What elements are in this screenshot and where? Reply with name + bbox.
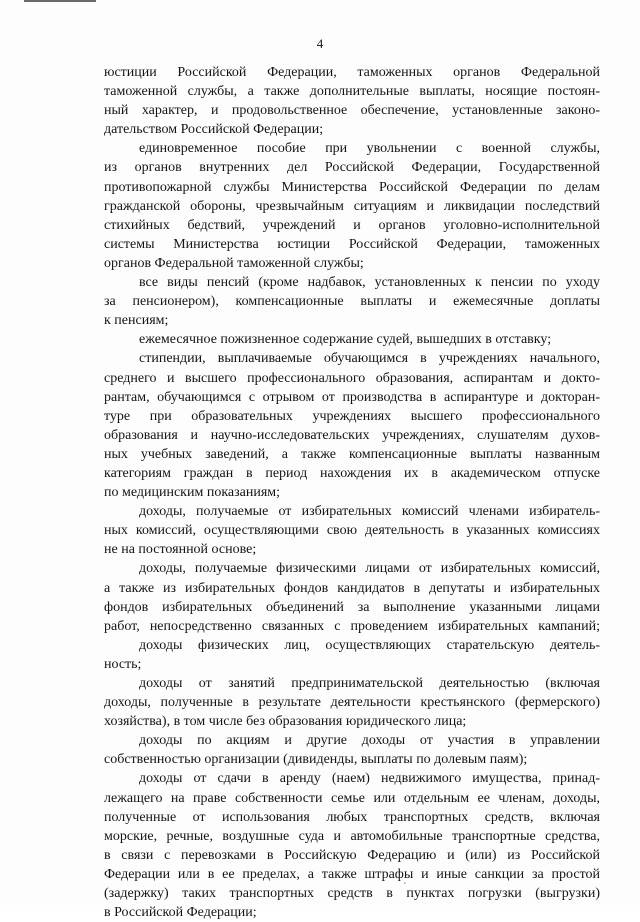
text-line: лежащего на праве собственности семье или отдельным ее членам, доходы, xyxy=(104,790,600,806)
text-line: противопожарной службы Министерства Российской Федерации по делам xyxy=(104,179,600,195)
text-line: из органов внутренних дел Российской Федерации, Государственной xyxy=(104,160,600,176)
text-line: работ, непосредственно связанных с проведением избирательных кампаний; xyxy=(104,618,600,634)
text-line: туре при образовательных учреждениях высшего профессионального xyxy=(104,408,600,424)
text-line: таможенной службы, а также дополнительные выплаты, носящие постоян- xyxy=(104,84,600,100)
text-line: доходы от занятий предпринимательской деятельностью (включая xyxy=(139,676,600,691)
text-line: стихийных бедствий, учреждений и органов уголовно-исполнительной xyxy=(104,217,600,233)
text-line: ный характер, и продовольственное обеспечение, установленные законо- xyxy=(104,103,600,119)
text-line: доходы, получаемые от избирательных комиссий членами избиратель- xyxy=(139,504,600,520)
scan-speck xyxy=(404,882,406,884)
text-line: среднего и высшего профессионального образования, аспирантам и докто- xyxy=(104,370,600,386)
text-line: по медицинским показаниям; xyxy=(104,485,281,501)
text-line: в связи с перевозками в Российскую Федерацию и (или) из Российской xyxy=(104,847,600,863)
text-line: единовременное пособие при увольнении с военной службы, xyxy=(139,141,600,157)
text-line: доходы физических лиц, осуществляющих старательскую деятель- xyxy=(139,637,600,653)
text-line: полученные от использования любых транспортных средств, включая xyxy=(104,809,600,825)
text-line: категориям граждан в период нахождения их в академическом отпуске xyxy=(104,465,600,481)
text-line: а также из избирательных фондов кандидатов в депутаты и избирательных xyxy=(104,580,600,596)
text-line: доходы от сдачи в аренду (наем) недвижимого имущества, принад- xyxy=(139,771,600,787)
text-line: все виды пенсий (кроме надбавок, установленных к пенсии по уходу xyxy=(139,275,600,291)
text-line: хозяйства), в том числе без образования юридического лица; xyxy=(104,714,467,730)
text-line: системы Министерства юстиции Российской Федерации, таможенных xyxy=(104,236,600,252)
text-line: юстиции Российской Федерации, таможенных органов Федеральной xyxy=(104,65,600,80)
text-line: собственностью организации (дивиденды, выплаты по долевым паям); xyxy=(104,752,528,768)
text-line: фондов избирательных объединений за выполнение указанными лицами xyxy=(104,599,600,615)
text-line: морские, речные, воздушные суда и автомобильные транспортные средства, xyxy=(104,828,600,844)
text-line: стипендии, выплачиваемые обучающимся в учреждениях начального, xyxy=(139,351,600,367)
body-text xyxy=(104,63,600,922)
text-line: доходы, получаемые физическими лицами от избирательных комиссий, xyxy=(139,561,600,577)
text-line: ность; xyxy=(104,656,142,672)
text-line: ных комиссий, осуществляющими свою деятельность в указанных комиссиях xyxy=(104,523,600,539)
text-line: гражданской обороны, чрезвычайным ситуациям и ликвидации последствий xyxy=(104,198,600,214)
text-line: рантам, обучающимся с отрывом от производства в аспирантуре и докторан- xyxy=(104,389,600,405)
text-line: образования и научно-исследовательских учреждениях, слушателям духов- xyxy=(104,427,600,443)
text-line: не на постоянной основе; xyxy=(104,542,257,558)
text-line: за пенсионером), компенсационные выплаты и ежемесячные доплаты xyxy=(104,294,600,310)
text-line: доходы по акциям и другие доходы от участия в управлении xyxy=(139,733,600,749)
text-line: доходы, полученные в результате деятельности крестьянского (фермерского) xyxy=(104,695,600,711)
text-line: (задержку) таких транспортных средств в пунктах погрузки (выгрузки) xyxy=(104,886,600,902)
text-line: в Российской Федерации; xyxy=(104,905,257,921)
text-line: ных учебных заведений, а также компенсационные выплаты названным xyxy=(104,446,600,462)
page-number: 4 xyxy=(316,36,324,51)
top-rule xyxy=(24,0,96,2)
text-line: Федерации или в ее пределах, а также штрафы и иные санкции за простой xyxy=(104,866,600,882)
text-line: к пенсиям; xyxy=(104,313,169,329)
text-line: дательством Российской Федерации; xyxy=(104,122,324,138)
text-line: органов Федеральной таможенной службы; xyxy=(104,255,364,271)
text-line: ежемесячное пожизненное содержание судей, вышедших в отставку; xyxy=(139,332,552,348)
